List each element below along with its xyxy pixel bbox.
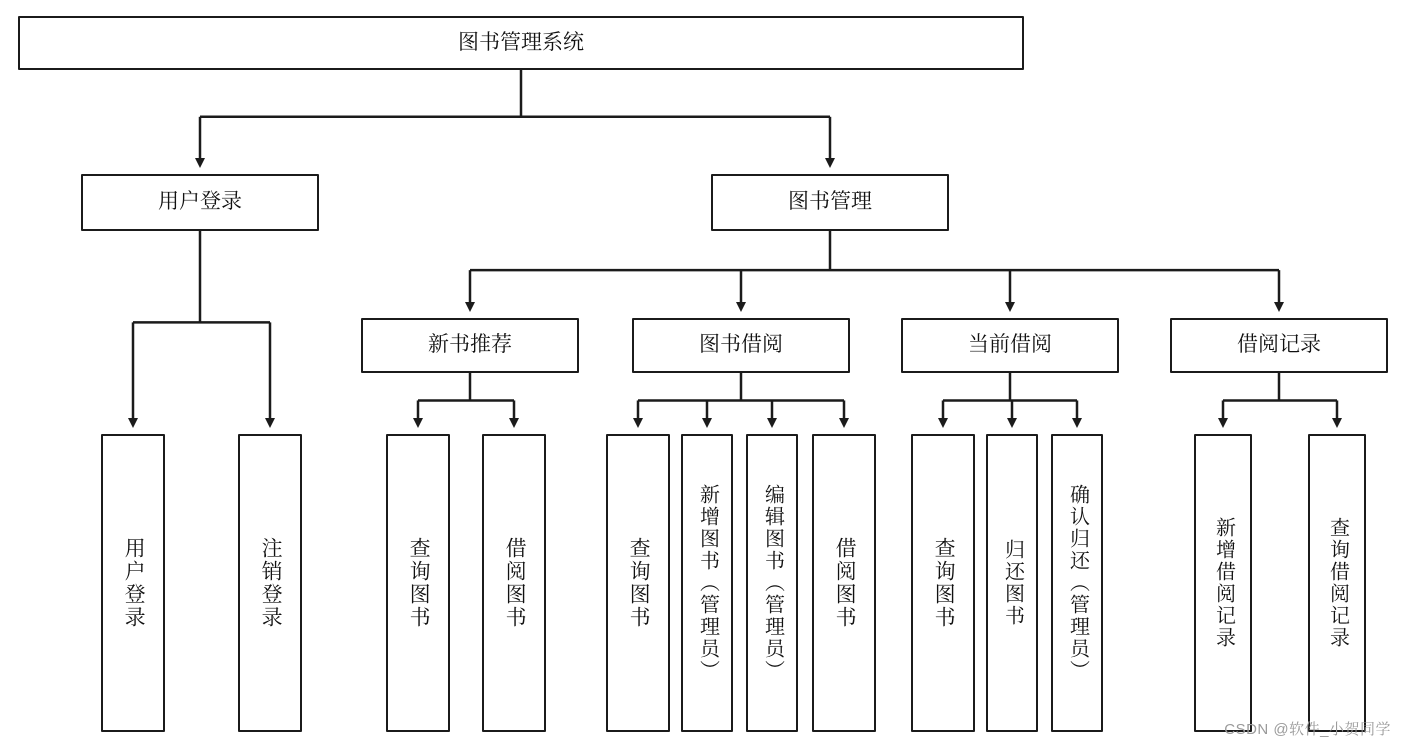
node-borrow-add-book-admin[interactable]: 新增图书（管理员） (681, 434, 733, 732)
node-new-book-recommend[interactable]: 新书推荐 (361, 318, 579, 373)
node-current-borrow[interactable]: 当前借阅 (901, 318, 1119, 373)
node-root[interactable]: 图书管理系统 (18, 16, 1024, 70)
node-newbook-query-book[interactable]: 查询图书 (386, 434, 450, 732)
node-current-return-book[interactable]: 归还图书 (986, 434, 1038, 732)
node-user-login[interactable]: 用户登录 (81, 174, 319, 231)
node-newbook-borrow-book[interactable]: 借阅图书 (482, 434, 546, 732)
node-login-logout[interactable]: 注销登录 (238, 434, 302, 732)
node-borrow-query-book[interactable]: 查询图书 (606, 434, 670, 732)
watermark-text: CSDN @软件_小贺同学 (1224, 721, 1391, 738)
node-borrow-edit-book-admin[interactable]: 编辑图书（管理员） (746, 434, 798, 732)
node-book-borrow[interactable]: 图书借阅 (632, 318, 850, 373)
node-book-management[interactable]: 图书管理 (711, 174, 949, 231)
node-records-query-record[interactable]: 查询借阅记录 (1308, 434, 1366, 732)
node-borrow-records[interactable]: 借阅记录 (1170, 318, 1388, 373)
node-records-add-record[interactable]: 新增借阅记录 (1194, 434, 1252, 732)
node-current-query-book[interactable]: 查询图书 (911, 434, 975, 732)
node-login-user-login[interactable]: 用户登录 (101, 434, 165, 732)
node-borrow-borrow-book[interactable]: 借阅图书 (812, 434, 876, 732)
node-current-confirm-return-admin[interactable]: 确认归还（管理员） (1051, 434, 1103, 732)
